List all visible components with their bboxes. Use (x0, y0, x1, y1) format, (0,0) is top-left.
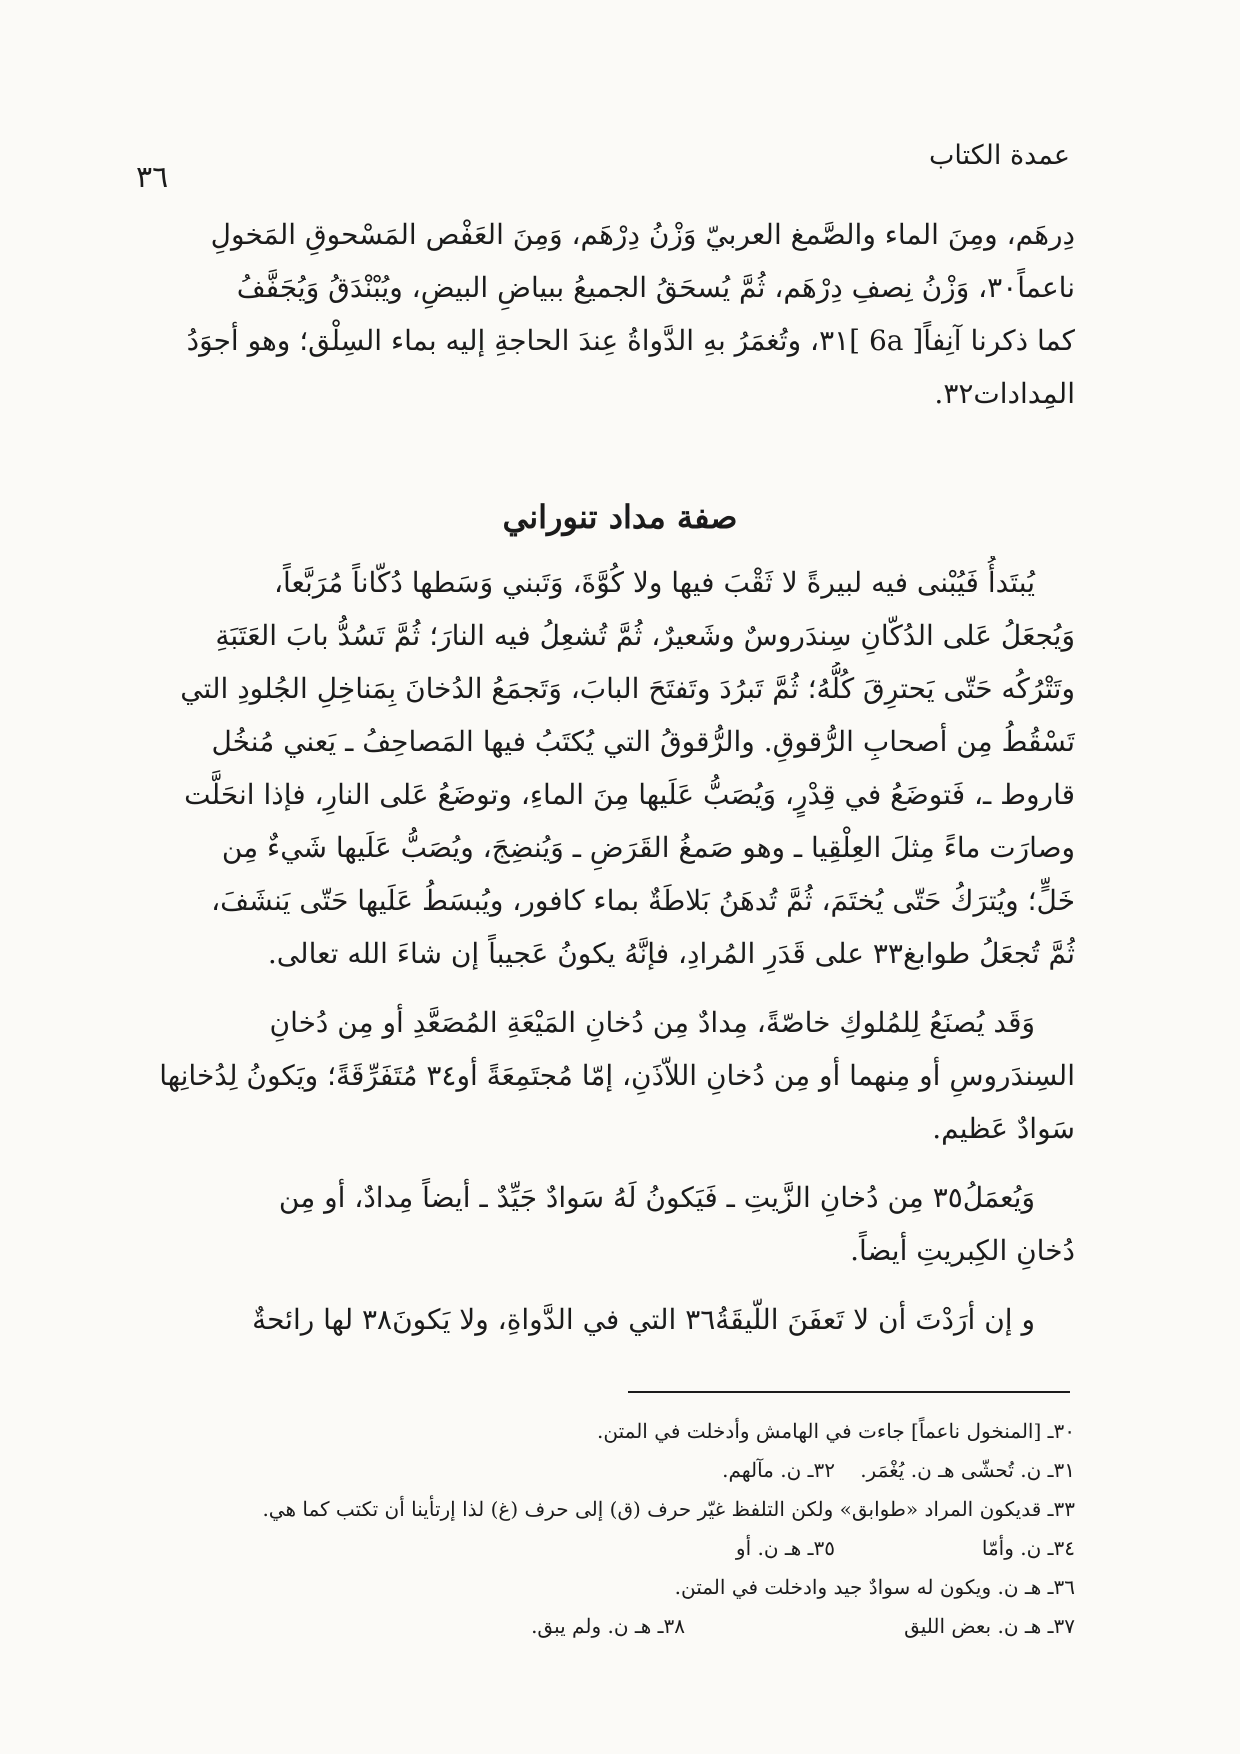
footnote: ٣٢ـ ن. مآلهم. (722, 1458, 835, 1482)
footnote: ٣٨ـ هـ ن. ولم يبق. (531, 1614, 685, 1638)
footnote: ٣٥ـ هـ ن. أو (735, 1536, 835, 1560)
text-line: المِدادات٣٢. (934, 377, 1075, 410)
text-line: ناعماً٣٠، وَزْنُ نِصفِ دِرْهَم، ثُمَّ يُسحَقُ الجميعُ ببياضِ البيضِ، ويُبْنْدَقُ وَيُجَفَّفُ (236, 271, 1075, 304)
paragraph-gap (140, 980, 1075, 996)
intro-paragraph (140, 208, 1075, 420)
footnotes (170, 1412, 1075, 1646)
text-line: ثُمَّ تُجعَلُ طوابغ٣٣ على قَدَرِ المُرادِ، فإنَّهُ يكونُ عَجيباً إن شاءَ الله تعالى. (267, 937, 1075, 970)
footnote: ٣٣ـ قديكون المراد «طوابق» ولكن التلفظ غيّر حرف (ق) إلى حرف (غ) لذا إرتأينا أن تكتب كما هي. (262, 1497, 1075, 1521)
footnote-row (170, 1529, 1075, 1568)
text-line: السِندَروسِ أو مِنهما أو مِن دُخانِ اللاّذَنِ، إمّا مُجتَمِعَةً أو٣٤ مُتَفَرِّقَةً؛ ويَكونُ لِدُخانِها (159, 1059, 1075, 1092)
text-line: يُبتَدأُ فَيُبْنى فيه لبيرةً لا ثَقْبَ فيها ولا كُوَّةَ، وَتَبني وَسَطها دُكّاناً مُرَبَّعاً، (273, 566, 1035, 599)
text-line: كما ذكرنا آنِفاً[ 6a ]٣١، وتُغمَرُ بهِ الدَّواةُ عِندَ الحاجةِ إليه بماء السِلْق؛ وهو أجوَدُ (186, 324, 1075, 357)
text-line: دِرهَم، ومِنَ الماء والصَّمغ العربيّ وَزْنُ دِرْهَم، وَمِنَ العَفْص المَسْحوقِ المَخولِ (210, 218, 1075, 251)
paragraph-gap (140, 1155, 1075, 1171)
footnote-row (170, 1451, 1075, 1490)
paragraph-gap (140, 1277, 1075, 1293)
main-text (140, 556, 1075, 1346)
page-number: ٣٦ (136, 160, 169, 195)
footnote: ٣٧ـ هـ ن. بعض الليق (904, 1614, 1075, 1638)
text-line: سَوادٌ عَظيم. (932, 1112, 1075, 1145)
text-line: وصارَت ماءً مِثلَ العِلْقِيا ـ وهو صَمغُ القَرَضِ ـ وَيُنضِجَ، ويُصَبُّ عَلَيها شَيءٌ مِن (221, 831, 1075, 864)
running-head: عمدة الكتاب (928, 140, 1070, 171)
footnote: ٣٤ـ ن. وأمّا (981, 1536, 1075, 1560)
text-line: وَيُجعَلُ عَلى الدُكّانِ سِندَروسٌ وشَعيرٌ، ثُمَّ تُشعِلُ فيه النارَ؛ ثُمَّ تَسُدُّ بابَ العَتَبَةِ (215, 619, 1075, 652)
footnote: ٣٠ـ [المنخول ناعماً] جاءت في الهامش وأدخلت في المتن. (597, 1419, 1075, 1443)
text-line: وَقَد يُصنَعُ لِلمُلوكِ خاصّةً، مِدادٌ مِن دُخانِ المَيْعَةِ المُصَعَّدِ أو مِن دُخانِ (269, 1006, 1035, 1039)
footnote-separator (628, 1391, 1070, 1393)
text-line: خَلٍّ؛ ويُترَكُ حَتّى يُختَمَ، ثُمَّ تُدهَنُ بَلاطَةٌ بماء كافور، ويُبسَطُ عَلَيها حَتّى يَنشَفَ، (211, 884, 1075, 917)
footnote-row (170, 1607, 1075, 1646)
text-line: دُخانِ الكِبريتِ أيضاً. (850, 1234, 1075, 1267)
text-line: وَيُعمَلُ٣٥ مِن دُخانِ الزَّيتِ ـ فَيَكونُ لَهُ سَوادٌ جَيِّدٌ ـ أيضاً مِدادٌ، أو مِن (278, 1181, 1035, 1214)
text-line: و إن أرَدْتَ أن لا تَعفَنَ اللّيقَةُ٣٦ التي في الدَّواةِ، ولا يَكونَ٣٨ لها رائحةٌ (252, 1303, 1035, 1336)
text-line: تَسْقُطُ مِن أصحابِ الرُّقوقِ. والرُّقوقُ التي يُكتَبُ فيها المَصاحِفُ ـ يَعني مُنخُل (211, 725, 1075, 758)
text-line: قاروط ـ، فَتوضَعُ في قِدْرٍ، وَيُصَبُّ عَلَيها مِنَ الماءِ، وتوضَعُ عَلى النارِ، فإذا انحَلَّت (184, 778, 1075, 811)
text-line: وتَتْرُكُه حَتّى يَحترِقَ كُلُّهُ؛ ثُمَّ تَبرُدَ وتَفتَحَ البابَ، وَتَجمَعُ الدُخانَ بِمَناخِلِ الجُلودِ التي (180, 672, 1075, 705)
section-heading: صفة مداد تنوراني (502, 498, 738, 536)
footnote: ٣٦ـ هـ ن. ويكون له سوادٌ جيد وادخلت في المتن. (674, 1575, 1075, 1599)
footnote: ٣١ـ ن. تُحشّى هـ ن. يُغْمَر. (860, 1458, 1075, 1482)
